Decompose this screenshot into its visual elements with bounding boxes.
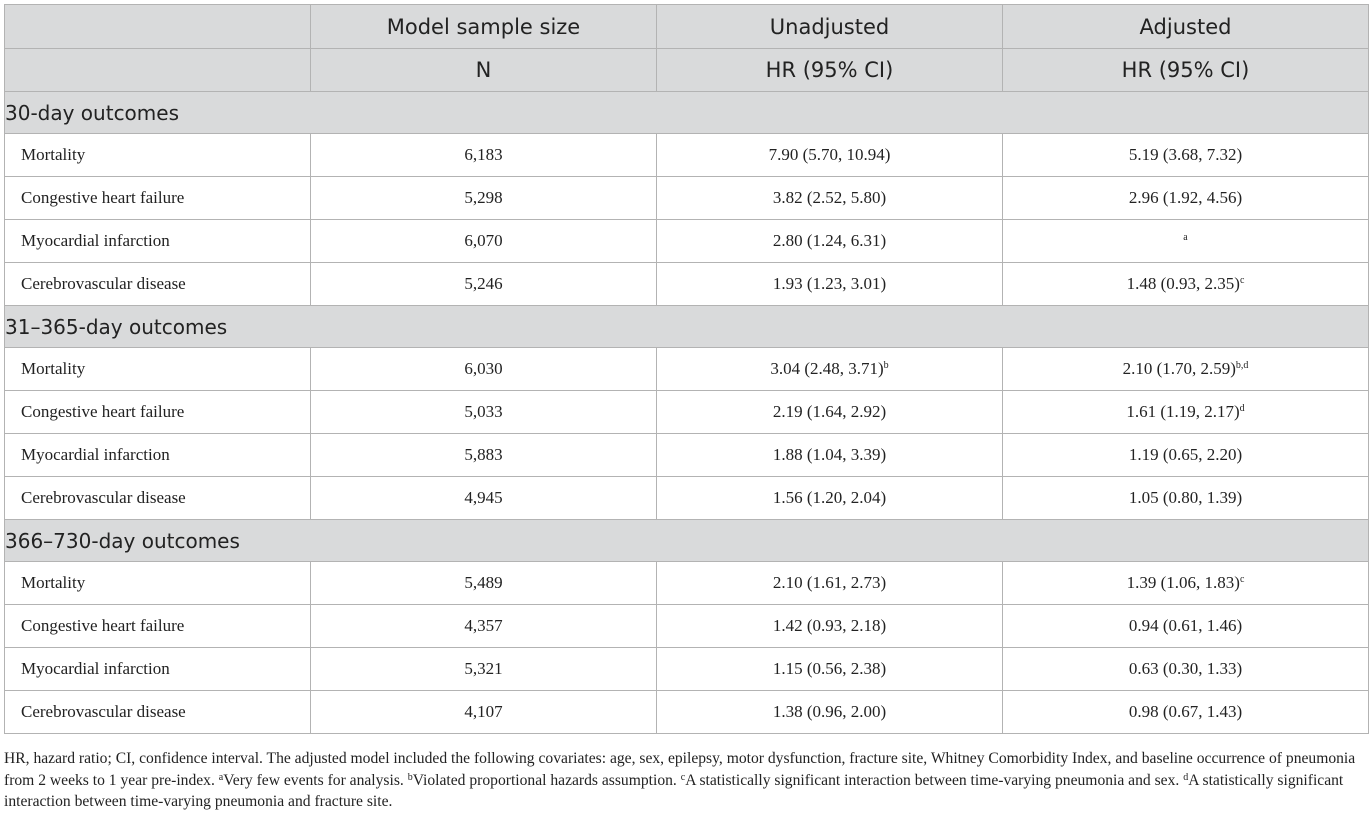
adjusted-hr-cell	[1003, 434, 1369, 477]
footnote-mark: d	[1183, 771, 1189, 783]
unadjusted-hr-cell-text: 1.15 (0.56, 2.38)	[772, 659, 887, 678]
adjusted-hr-cell	[1003, 263, 1369, 306]
table-row	[5, 348, 1369, 391]
adjusted-hr-cell-text: 1.39 (1.06, 1.83)	[1126, 573, 1240, 592]
adjusted-hr-cell-text: 2.96 (1.92, 4.56)	[1128, 188, 1243, 207]
unadjusted-hr-cell	[657, 691, 1003, 734]
sample-size-cell	[311, 134, 657, 177]
adjusted-hr-cell-text: 2.10 (1.70, 2.59)	[1122, 359, 1236, 378]
outcome-label	[5, 263, 311, 306]
table-row	[5, 177, 1369, 220]
unadjusted-hr-cell-text: 1.93 (1.23, 3.01)	[772, 274, 887, 293]
unadjusted-hr-cell	[657, 177, 1003, 220]
adjusted-hr-cell	[1003, 177, 1369, 220]
sample-size-cell	[311, 477, 657, 520]
header-cell: N	[311, 49, 657, 92]
footnote-intro: HR, hazard ratio; CI, confidence interval. The adjusted model included the following covariates: age, sex, epilepsy, motor dysfunction, fracture site, Whitney Comorbidity Index, and baseline occurrence of pneumonia from 2 weeks to 1 year pre-index.	[4, 750, 1356, 789]
unadjusted-hr-cell	[657, 263, 1003, 306]
sample-size-cell-text: 6,183	[464, 145, 503, 164]
table-row	[5, 562, 1369, 605]
unadjusted-hr-cell-text: 1.88 (1.04, 3.39)	[772, 445, 887, 464]
outcome-label-text: Mortality	[21, 359, 86, 378]
footnote-mark: d	[1239, 403, 1245, 414]
sample-size-cell-text: 5,883	[464, 445, 503, 464]
sample-size-cell	[311, 177, 657, 220]
header-row-2	[5, 49, 1369, 92]
sample-size-cell	[311, 263, 657, 306]
unadjusted-hr-cell	[657, 391, 1003, 434]
footnote-mark: b	[883, 360, 889, 371]
unadjusted-hr-cell	[657, 648, 1003, 691]
adjusted-hr-cell-text: 1.48 (0.93, 2.35)	[1126, 274, 1240, 293]
footnote-mark: c	[1239, 574, 1245, 585]
outcome-label-text: Cerebrovascular disease	[21, 274, 186, 293]
section-row	[5, 306, 1369, 348]
adjusted-hr-cell-text: 5.19 (3.68, 7.32)	[1128, 145, 1243, 164]
header-cell	[5, 49, 311, 92]
outcome-label	[5, 605, 311, 648]
outcome-label-text: Mortality	[21, 573, 86, 592]
outcome-label-text: Myocardial infarction	[21, 445, 170, 464]
sample-size-cell-text: 5,033	[464, 402, 503, 421]
adjusted-hr-cell-text: 1.05 (0.80, 1.39)	[1128, 488, 1243, 507]
header-cell: Adjusted	[1003, 5, 1369, 49]
unadjusted-hr-cell	[657, 220, 1003, 263]
outcome-label-text: Congestive heart failure	[21, 616, 185, 635]
table-row	[5, 220, 1369, 263]
outcome-label	[5, 134, 311, 177]
outcome-label	[5, 648, 311, 691]
adjusted-hr-cell	[1003, 348, 1369, 391]
adjusted-hr-cell	[1003, 691, 1369, 734]
footnote-mark: a	[1183, 232, 1188, 243]
sample-size-cell	[311, 648, 657, 691]
table-row	[5, 263, 1369, 306]
unadjusted-hr-cell-text: 1.38 (0.96, 2.00)	[772, 702, 887, 721]
hazard-ratio-table	[4, 4, 1369, 734]
outcome-label	[5, 348, 311, 391]
header-cell: Model sample size	[311, 5, 657, 49]
outcome-label	[5, 434, 311, 477]
sample-size-cell-text: 5,321	[464, 659, 503, 678]
outcome-label-text: Mortality	[21, 145, 86, 164]
sample-size-cell-text: 5,489	[464, 573, 503, 592]
sample-size-cell-text: 5,298	[464, 188, 503, 207]
footnote-mark: a	[218, 771, 224, 783]
sample-size-cell	[311, 691, 657, 734]
adjusted-hr-cell-text: 1.61 (1.19, 2.17)	[1126, 402, 1240, 421]
adjusted-hr-cell	[1003, 648, 1369, 691]
footnote-note-text: Very few events for analysis.	[223, 771, 404, 789]
footnote-mark: b	[407, 771, 413, 783]
adjusted-hr-cell	[1003, 220, 1369, 263]
table-row	[5, 605, 1369, 648]
table-row	[5, 134, 1369, 177]
outcome-label	[5, 477, 311, 520]
adjusted-hr-cell-text: 0.63 (0.30, 1.33)	[1128, 659, 1243, 678]
sample-size-cell	[311, 434, 657, 477]
outcome-label-text: Congestive heart failure	[21, 402, 185, 421]
sample-size-cell-text: 4,945	[464, 488, 503, 507]
adjusted-hr-cell-text: 1.19 (0.65, 2.20)	[1128, 445, 1243, 464]
footnote-mark: c	[1239, 275, 1245, 286]
adjusted-hr-cell	[1003, 391, 1369, 434]
outcome-label-text: Cerebrovascular disease	[21, 488, 186, 507]
sample-size-cell-text: 6,070	[464, 231, 503, 250]
unadjusted-hr-cell-text: 3.04 (2.48, 3.71)	[770, 359, 884, 378]
footnote-note-text: A statistically significant interaction between time-varying pneumonia and sex.	[685, 771, 1180, 789]
adjusted-hr-cell	[1003, 477, 1369, 520]
sample-size-cell	[311, 391, 657, 434]
header-cell	[5, 5, 311, 49]
table-row	[5, 391, 1369, 434]
footnote-note-text: A statistically significant interaction between time-varying pneumonia and fracture site.	[4, 771, 1344, 810]
table-row	[5, 691, 1369, 734]
adjusted-hr-cell	[1003, 134, 1369, 177]
unadjusted-hr-cell	[657, 477, 1003, 520]
header-cell: Unadjusted	[657, 5, 1003, 49]
adjusted-hr-cell-text: 0.94 (0.61, 1.46)	[1128, 616, 1243, 635]
outcome-label-text: Congestive heart failure	[21, 188, 185, 207]
table-body	[5, 92, 1369, 734]
unadjusted-hr-cell-text: 3.82 (2.52, 5.80)	[772, 188, 887, 207]
unadjusted-hr-cell-text: 7.90 (5.70, 10.94)	[768, 145, 891, 164]
sample-size-cell-text: 6,030	[464, 359, 503, 378]
table-footnote	[4, 748, 1366, 813]
header-row-1	[5, 5, 1369, 49]
sample-size-cell-text: 4,107	[464, 702, 503, 721]
unadjusted-hr-cell	[657, 348, 1003, 391]
sample-size-cell	[311, 605, 657, 648]
unadjusted-hr-cell-text: 2.19 (1.64, 2.92)	[772, 402, 887, 421]
section-title: 31–365-day outcomes	[5, 306, 1369, 348]
adjusted-hr-cell	[1003, 605, 1369, 648]
unadjusted-hr-cell	[657, 605, 1003, 648]
unadjusted-hr-cell-text: 1.56 (1.20, 2.04)	[772, 488, 887, 507]
outcome-label	[5, 691, 311, 734]
adjusted-hr-cell-text: 0.98 (0.67, 1.43)	[1128, 702, 1243, 721]
outcome-label	[5, 220, 311, 263]
unadjusted-hr-cell-text: 2.10 (1.61, 2.73)	[772, 573, 887, 592]
unadjusted-hr-cell	[657, 134, 1003, 177]
footnote-mark: c	[680, 771, 686, 783]
adjusted-hr-cell	[1003, 562, 1369, 605]
section-title: 30-day outcomes	[5, 92, 1369, 134]
table-row	[5, 434, 1369, 477]
header-cell: HR (95% CI)	[657, 49, 1003, 92]
sample-size-cell	[311, 348, 657, 391]
outcome-label-text: Myocardial infarction	[21, 231, 170, 250]
outcome-label	[5, 391, 311, 434]
unadjusted-hr-cell-text: 1.42 (0.93, 2.18)	[772, 616, 887, 635]
unadjusted-hr-cell	[657, 562, 1003, 605]
outcome-label	[5, 177, 311, 220]
table-row	[5, 648, 1369, 691]
sample-size-cell-text: 4,357	[464, 616, 503, 635]
section-row	[5, 92, 1369, 134]
sample-size-cell	[311, 220, 657, 263]
unadjusted-hr-cell-text: 2.80 (1.24, 6.31)	[772, 231, 887, 250]
sample-size-cell-text: 5,246	[464, 274, 503, 293]
footnote-mark: b,d	[1235, 360, 1249, 371]
footnote-note-text: Violated proportional hazards assumption.	[412, 771, 677, 789]
outcome-label	[5, 562, 311, 605]
outcome-label-text: Myocardial infarction	[21, 659, 170, 678]
table-row	[5, 477, 1369, 520]
section-row	[5, 520, 1369, 562]
sample-size-cell	[311, 562, 657, 605]
outcome-label-text: Cerebrovascular disease	[21, 702, 186, 721]
unadjusted-hr-cell	[657, 434, 1003, 477]
header-cell: HR (95% CI)	[1003, 49, 1369, 92]
section-title: 366–730-day outcomes	[5, 520, 1369, 562]
